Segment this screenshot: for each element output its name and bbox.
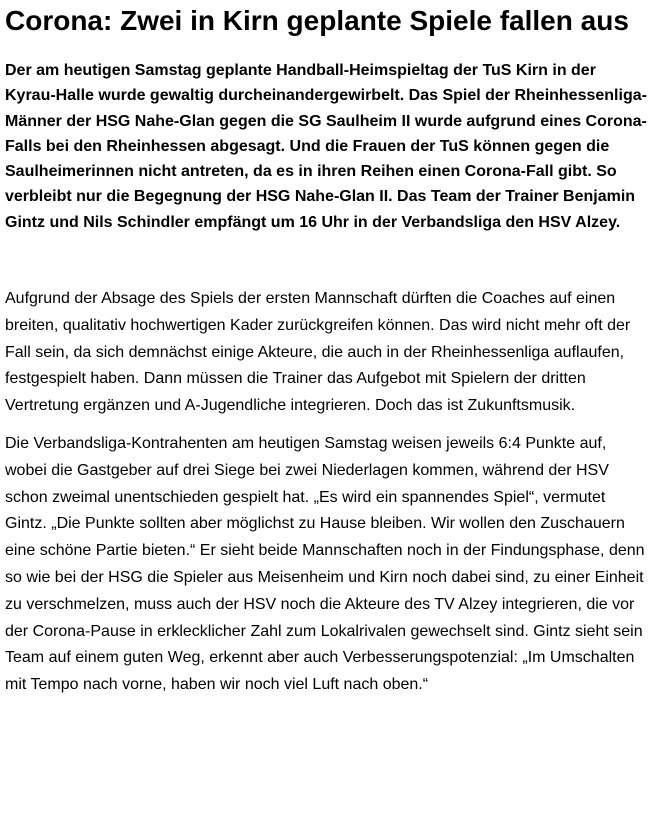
article-lead: Der am heutigen Samstag geplante Handball-Heimspieltag der TuS Kirn in der Kyrau-Halle wurde gewaltig durcheinandergewirbelt. Das Spiel der Rheinhessenliga-Männer der HSG Nahe-Glan gegen die SG Saulheim II wurde aufgrund eines Corona-Falls bei den Rheinhessen abgesagt. Und die Frauen der TuS können gegen die Saulheimerinnen nicht antreten, da es in ihren Reihen einen Corona-Fall gibt. So verbleibt nur die Begegnung der HSG Nahe-Glan II. Das Team der Trainer Benjamin Gintz und Nils Schindler empfängt um 16 Uhr in der Verbandsliga den HSV Alzey.	[5, 62, 647, 231]
article-paragraph-1: Aufgrund der Absage des Spiels der ersten Mannschaft dürften die Coaches auf einen breiten, qualitativ hochwertigen Kader zurückgreifen können. Das wird nicht mehr oft der Fall sein, da sich demnächst einige Akteure, die auch in der Rheinhessenliga auflaufen, festgespielt haben. Dann müssen die Trainer das Aufgebot mit Spielern der dritten Vertretung ergänzen und A-Jugendliche integrieren. Doch das ist Zukunftsmusik.	[5, 290, 631, 415]
article-paragraph-2: Die Verbandsliga-Kontrahenten am heutigen Samstag weisen jeweils 6:4 Punkte auf, wobei die Gastgeber auf drei Siege bei zwei Niederlagen kommen, während der HSV schon zweimal unentschieden gespielt hat. „Es wird ein spannendes Spiel“, vermutet Gintz. „Die Punkte sollten aber möglichst zu Hause bleiben. Wir wollen den Zuschauern eine schöne Partie bieten.“ Er sieht beide Mannschaften noch in der Findungsphase, denn so wie bei der HSG die Spieler aus Meisenheim und Kirn noch dabei sind, zu einer Einheit zu verschmelzen, muss auch der HSV noch die Akteure des TV Alzey integrieren, die vor der Corona-Pause in erklecklicher Zahl zum Lokalrivalen gewechselt sind. Gintz sieht sein Team auf einem guten Weg, erkennt aber auch Verbesserungspotenzial: „Im Umschalten mit Tempo nach vorne, haben wir noch viel Luft nach oben.“	[5, 435, 645, 694]
section-gap	[5, 235, 648, 286]
article-headline: Corona: Zwei in Kirn geplante Spiele fallen aus	[5, 5, 629, 36]
